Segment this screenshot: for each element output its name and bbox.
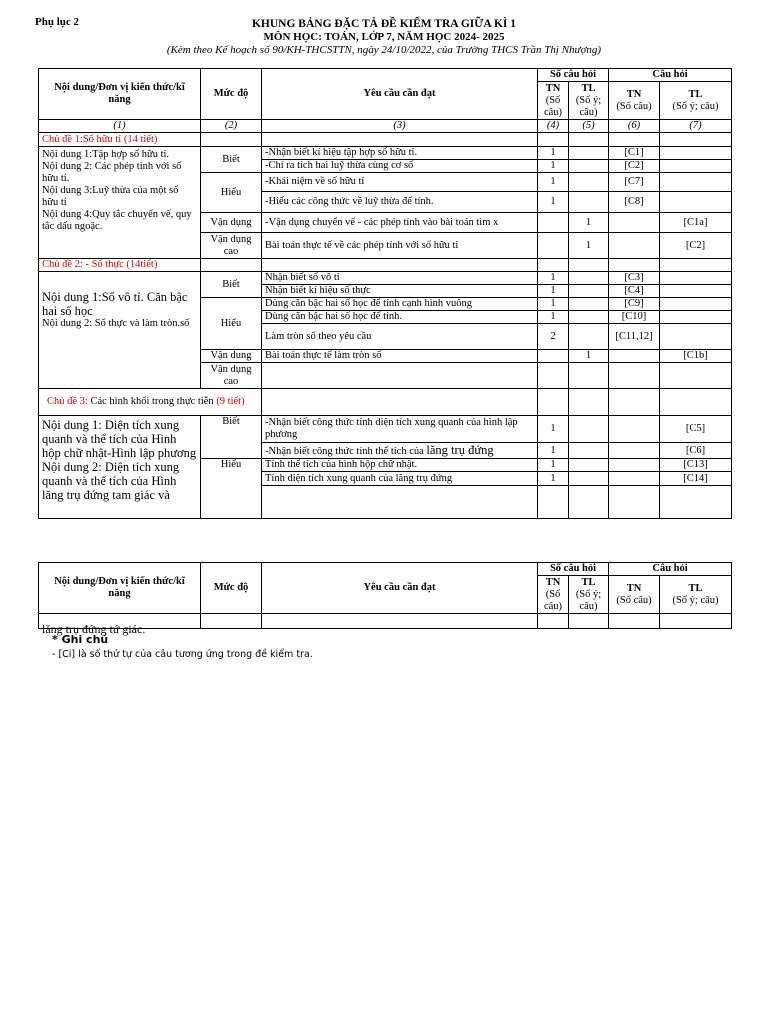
table-cell-q-tl: [C13] <box>660 459 732 472</box>
topic2-level-understand: Hiểu <box>201 298 262 350</box>
header-level: Mức độ <box>201 563 262 614</box>
table-cell-tl: 1 <box>569 350 609 363</box>
table-cell-tn: 1 <box>538 192 569 213</box>
header-q-tn <box>609 576 660 614</box>
table-cell-q-tn <box>609 350 660 363</box>
table-cell-q-tn <box>609 443 660 459</box>
header-q-tn-label: TN <box>626 582 642 594</box>
table-cell-tl: 1 <box>569 213 609 233</box>
header-tl <box>569 82 609 120</box>
topic1-level-know: Biết <box>201 147 262 173</box>
header-q-tn-sub: (Số câu) <box>616 100 652 112</box>
header-num-questions: Số câu hỏi <box>538 69 609 82</box>
topic2-content-sub: Nội dung 2: Số thực và làm tròn.số <box>42 318 190 329</box>
table-cell-tn: 1 <box>538 160 569 173</box>
table-cell-q-tl <box>660 272 732 285</box>
table-cell-req: Bài toán thực tế làm tròn số <box>262 350 538 363</box>
table-cell-q-tn: [C3] <box>609 272 660 285</box>
table-cell-req: Dùng căn bậc hai số học để tính cạnh hình vuông <box>262 298 538 311</box>
table-cell-tl: 1 <box>569 233 609 259</box>
table-cell-tl <box>569 192 609 213</box>
table-cell-q-tn <box>609 233 660 259</box>
table-cell-q-tl <box>660 192 732 213</box>
table-cell-tl <box>569 472 609 486</box>
req-part-b: lăng trụ đứng <box>426 443 494 457</box>
overflow-text: lăng trụ đứng tứ giác. <box>42 622 146 636</box>
table-cell-q-tl: [C5] <box>660 416 732 443</box>
table-cell-q-tn <box>609 213 660 233</box>
header-tl-label: TL <box>581 82 596 94</box>
table-cell-tn: 1 <box>538 272 569 285</box>
header-tl-label: TL <box>581 576 596 588</box>
table-cell-q-tl: [C6] <box>660 443 732 459</box>
col-num-7: (7) <box>660 120 732 133</box>
table-cell-tl <box>569 147 609 160</box>
table-cell-q-tn: [C11,12] <box>609 324 660 350</box>
table-cell-req <box>262 443 538 459</box>
col-num-3: (3) <box>262 120 538 133</box>
page-subnote: (Kèm theo Kế hoạch số 90/KH-THCSTTN, ngày 24/10/2022, của Trường THCS Trần Thị Nhượng) <box>166 44 602 56</box>
col-num-2: (2) <box>201 120 262 133</box>
table-cell-tn: 1 <box>538 472 569 486</box>
table-cell-tl <box>569 443 609 459</box>
table-cell-req: Tính diện tích xung quanh của lăng trụ đứng <box>262 472 538 486</box>
topic2-title: Chủ đề 2: - Số thực (14tiết) <box>39 259 201 272</box>
table-cell-req: Nhận biết kí hiệu số thực <box>262 285 538 298</box>
table-cell-tn: 1 <box>538 173 569 192</box>
topic1-title: Chủ đề 1:Số hữu tỉ (14 tiết) <box>39 133 201 147</box>
table-cell-q-tn: [C9] <box>609 298 660 311</box>
topic1-content-3: Nội dung 3:Luỹ thừa của một số hữu tỉ <box>42 185 179 208</box>
table-cell-tn: 1 <box>538 298 569 311</box>
page-subtitle: MÔN HỌC: TOÁN, LỚP 7, NĂM HỌC 2024- 2025 <box>263 31 505 43</box>
table-cell-req: Dùng căn bậc hai số học để tính. <box>262 311 538 324</box>
topic3-title <box>39 389 262 416</box>
table-cell-tl <box>569 311 609 324</box>
table-cell-q-tl: [C14] <box>660 472 732 486</box>
table-cell-tn: 1 <box>538 311 569 324</box>
spec-table-continued <box>38 562 732 629</box>
col-num-1: (1) <box>39 120 201 133</box>
header-q-tn <box>609 82 660 120</box>
topic1-level-apply: Vận dụng <box>201 213 262 233</box>
table-cell-q-tl <box>660 311 732 324</box>
header-tl-sub: (Số ý; câu) <box>575 94 602 118</box>
page-title: KHUNG BẢNG ĐẶC TẢ ĐỀ KIỂM TRA GIỮA KÌ 1 <box>251 18 516 30</box>
table-cell-tn <box>538 233 569 259</box>
table-cell-q-tl <box>660 147 732 160</box>
table-cell-tn <box>538 213 569 233</box>
header-tn-label: TN <box>545 82 561 94</box>
header-questions: Câu hỏi <box>609 563 732 576</box>
table-cell-q-tn: [C4] <box>609 285 660 298</box>
table-cell-tn <box>538 350 569 363</box>
table-cell-req: -Vận dụng chuyển vế - các phép tính vào bài toán tìm x <box>262 213 538 233</box>
header-level: Mức độ <box>201 69 262 120</box>
header-q-tl <box>660 82 732 120</box>
header-q-tn-sub: (Số câu) <box>616 594 652 606</box>
header-q-tl-label: TL <box>688 582 703 594</box>
header-tn-label: TN <box>545 576 561 588</box>
header-q-tl-sub: (Số ý; câu) <box>672 100 719 112</box>
header-tn <box>538 82 569 120</box>
topic1-level-advanced: Vận dụng cao <box>201 233 262 259</box>
table-cell-tl <box>569 416 609 443</box>
header-tl <box>569 576 609 614</box>
col-num-4: (4) <box>538 120 569 133</box>
table-cell-req: -Khái niệm về số hữu tỉ <box>262 173 538 192</box>
topic3-title-black: Các hình khối trong thực tiễn <box>87 396 217 407</box>
topic3-content: Nội dung 1: Diện tích xung quanh và thể tích của Hình hộp chữ nhật-Hình lập phương Nội dung 2: Diện tích xung quanh và thể tích của Hình lăng trụ đứng tam giác và <box>39 416 201 519</box>
header-requirement: Yêu cầu cần đạt <box>262 69 538 120</box>
table-cell-tn: 2 <box>538 324 569 350</box>
table-cell-tn: 1 <box>538 443 569 459</box>
appendix-label: Phụ lục 2 <box>35 16 80 28</box>
table-cell-q-tn: [C1] <box>609 147 660 160</box>
table-cell-q-tn: [C2] <box>609 160 660 173</box>
table-cell-q-tl: [C1a] <box>660 213 732 233</box>
topic1-level-understand: Hiểu <box>201 173 262 213</box>
table-cell-q-tl <box>660 285 732 298</box>
table-cell-req: Nhận biết số vô tỉ <box>262 272 538 285</box>
col-num-6: (6) <box>609 120 660 133</box>
header-tn-sub: (Số câu) <box>543 588 563 612</box>
header-tl-sub: (Số ý; câu) <box>575 588 602 612</box>
topic3-level-understand: Hiểu <box>201 459 262 519</box>
table-cell-q-tn <box>609 416 660 443</box>
table-cell-q-tl <box>660 298 732 311</box>
table-cell-q-tl <box>660 160 732 173</box>
table-cell-q-tn <box>609 472 660 486</box>
spec-table <box>38 68 732 519</box>
header-q-tn-label: TN <box>626 88 642 100</box>
table-cell-req: -Nhận biết công thức tính diện tích xung quanh của hình lập phương <box>262 416 538 443</box>
table-cell-q-tn <box>609 459 660 472</box>
req-part-a: -Nhận biết công thức tính thể tích của <box>265 446 427 457</box>
topic1-content-2: Nội dung 2: Các phép tính với số hữu tỉ. <box>42 161 182 184</box>
table-cell-tn: 1 <box>538 459 569 472</box>
table-cell-q-tl: [C1b] <box>660 350 732 363</box>
table-cell-tn: 1 <box>538 416 569 443</box>
table-cell-q-tn: [C8] <box>609 192 660 213</box>
topic2-level-apply: Vận dung <box>201 350 262 363</box>
header-tn-sub: (Số câu) <box>543 94 563 118</box>
topic2-level-know: Biết <box>201 272 262 298</box>
table-cell-req: Bài toán thực tế về các phép tính với số hữu tỉ <box>262 233 538 259</box>
table-cell-req: Tính thể tích của hình hộp chữ nhật. <box>262 459 538 472</box>
topic3-title-red2: (9 tiết) <box>216 396 245 407</box>
header-content: Nội dung/Đơn vị kiến thức/kĩ năng <box>39 563 201 614</box>
col-num-5: (5) <box>569 120 609 133</box>
table-cell-req: -Nhận biết kí hiệu tập hợp số hữu tỉ. <box>262 147 538 160</box>
topic3-title-red: Chủ đề 3: <box>47 396 88 407</box>
header-num-questions: Số câu hỏi <box>538 563 609 576</box>
header-questions: Câu hỏi <box>609 69 732 82</box>
topic1-content <box>39 147 201 259</box>
table-cell-tl <box>569 324 609 350</box>
note-line: - [Ci] là số thứ tự của câu tương ứng trong đề kiểm tra. <box>52 649 313 660</box>
table-cell-q-tl <box>660 324 732 350</box>
header-requirement: Yêu cầu cần đạt <box>262 563 538 614</box>
table-cell-tn: 1 <box>538 147 569 160</box>
table-cell-req: -Hiểu các công thức về luỹ thừa để tính. <box>262 192 538 213</box>
topic2-content-main: Nội dung 1:Số vô tỉ. Căn bậc hai số học <box>42 290 188 318</box>
table-cell-q-tn: [C7] <box>609 173 660 192</box>
table-cell-tn: 1 <box>538 285 569 298</box>
table-cell-tl <box>569 160 609 173</box>
header-q-tl-sub: (Số ý; câu) <box>672 594 719 606</box>
table-cell-req: -Chỉ ra tích hai luỹ thừa cùng cơ số <box>262 160 538 173</box>
table-cell-tl <box>569 298 609 311</box>
header-content: Nội dung/Đơn vị kiến thức/kĩ năng <box>39 69 201 120</box>
table-cell-req: Làm tròn số theo yêu cầu <box>262 324 538 350</box>
topic1-content-4: Nội dung 4:Quy tắc chuyển vế, quy tắc dấu ngoặc. <box>42 209 192 232</box>
table-cell-q-tl <box>660 173 732 192</box>
topic1-content-1: Nội dung 1:Tập hợp số hữu tỉ. <box>42 149 170 160</box>
table-cell-q-tn: [C10] <box>609 311 660 324</box>
header-q-tl <box>660 576 732 614</box>
header-q-tl-label: TL <box>688 88 703 100</box>
table-cell-q-tl: [C2] <box>660 233 732 259</box>
table-cell-tl <box>569 272 609 285</box>
table-cell-tl <box>569 173 609 192</box>
topic2-level-advanced: Vận dụng cao <box>201 363 262 389</box>
table-cell-tl <box>569 459 609 472</box>
topic2-content <box>39 272 201 389</box>
table-cell-tl <box>569 285 609 298</box>
header-tn <box>538 576 569 614</box>
topic3-level-know: Biết <box>201 416 262 459</box>
note-title: * Ghi chú <box>52 633 109 646</box>
